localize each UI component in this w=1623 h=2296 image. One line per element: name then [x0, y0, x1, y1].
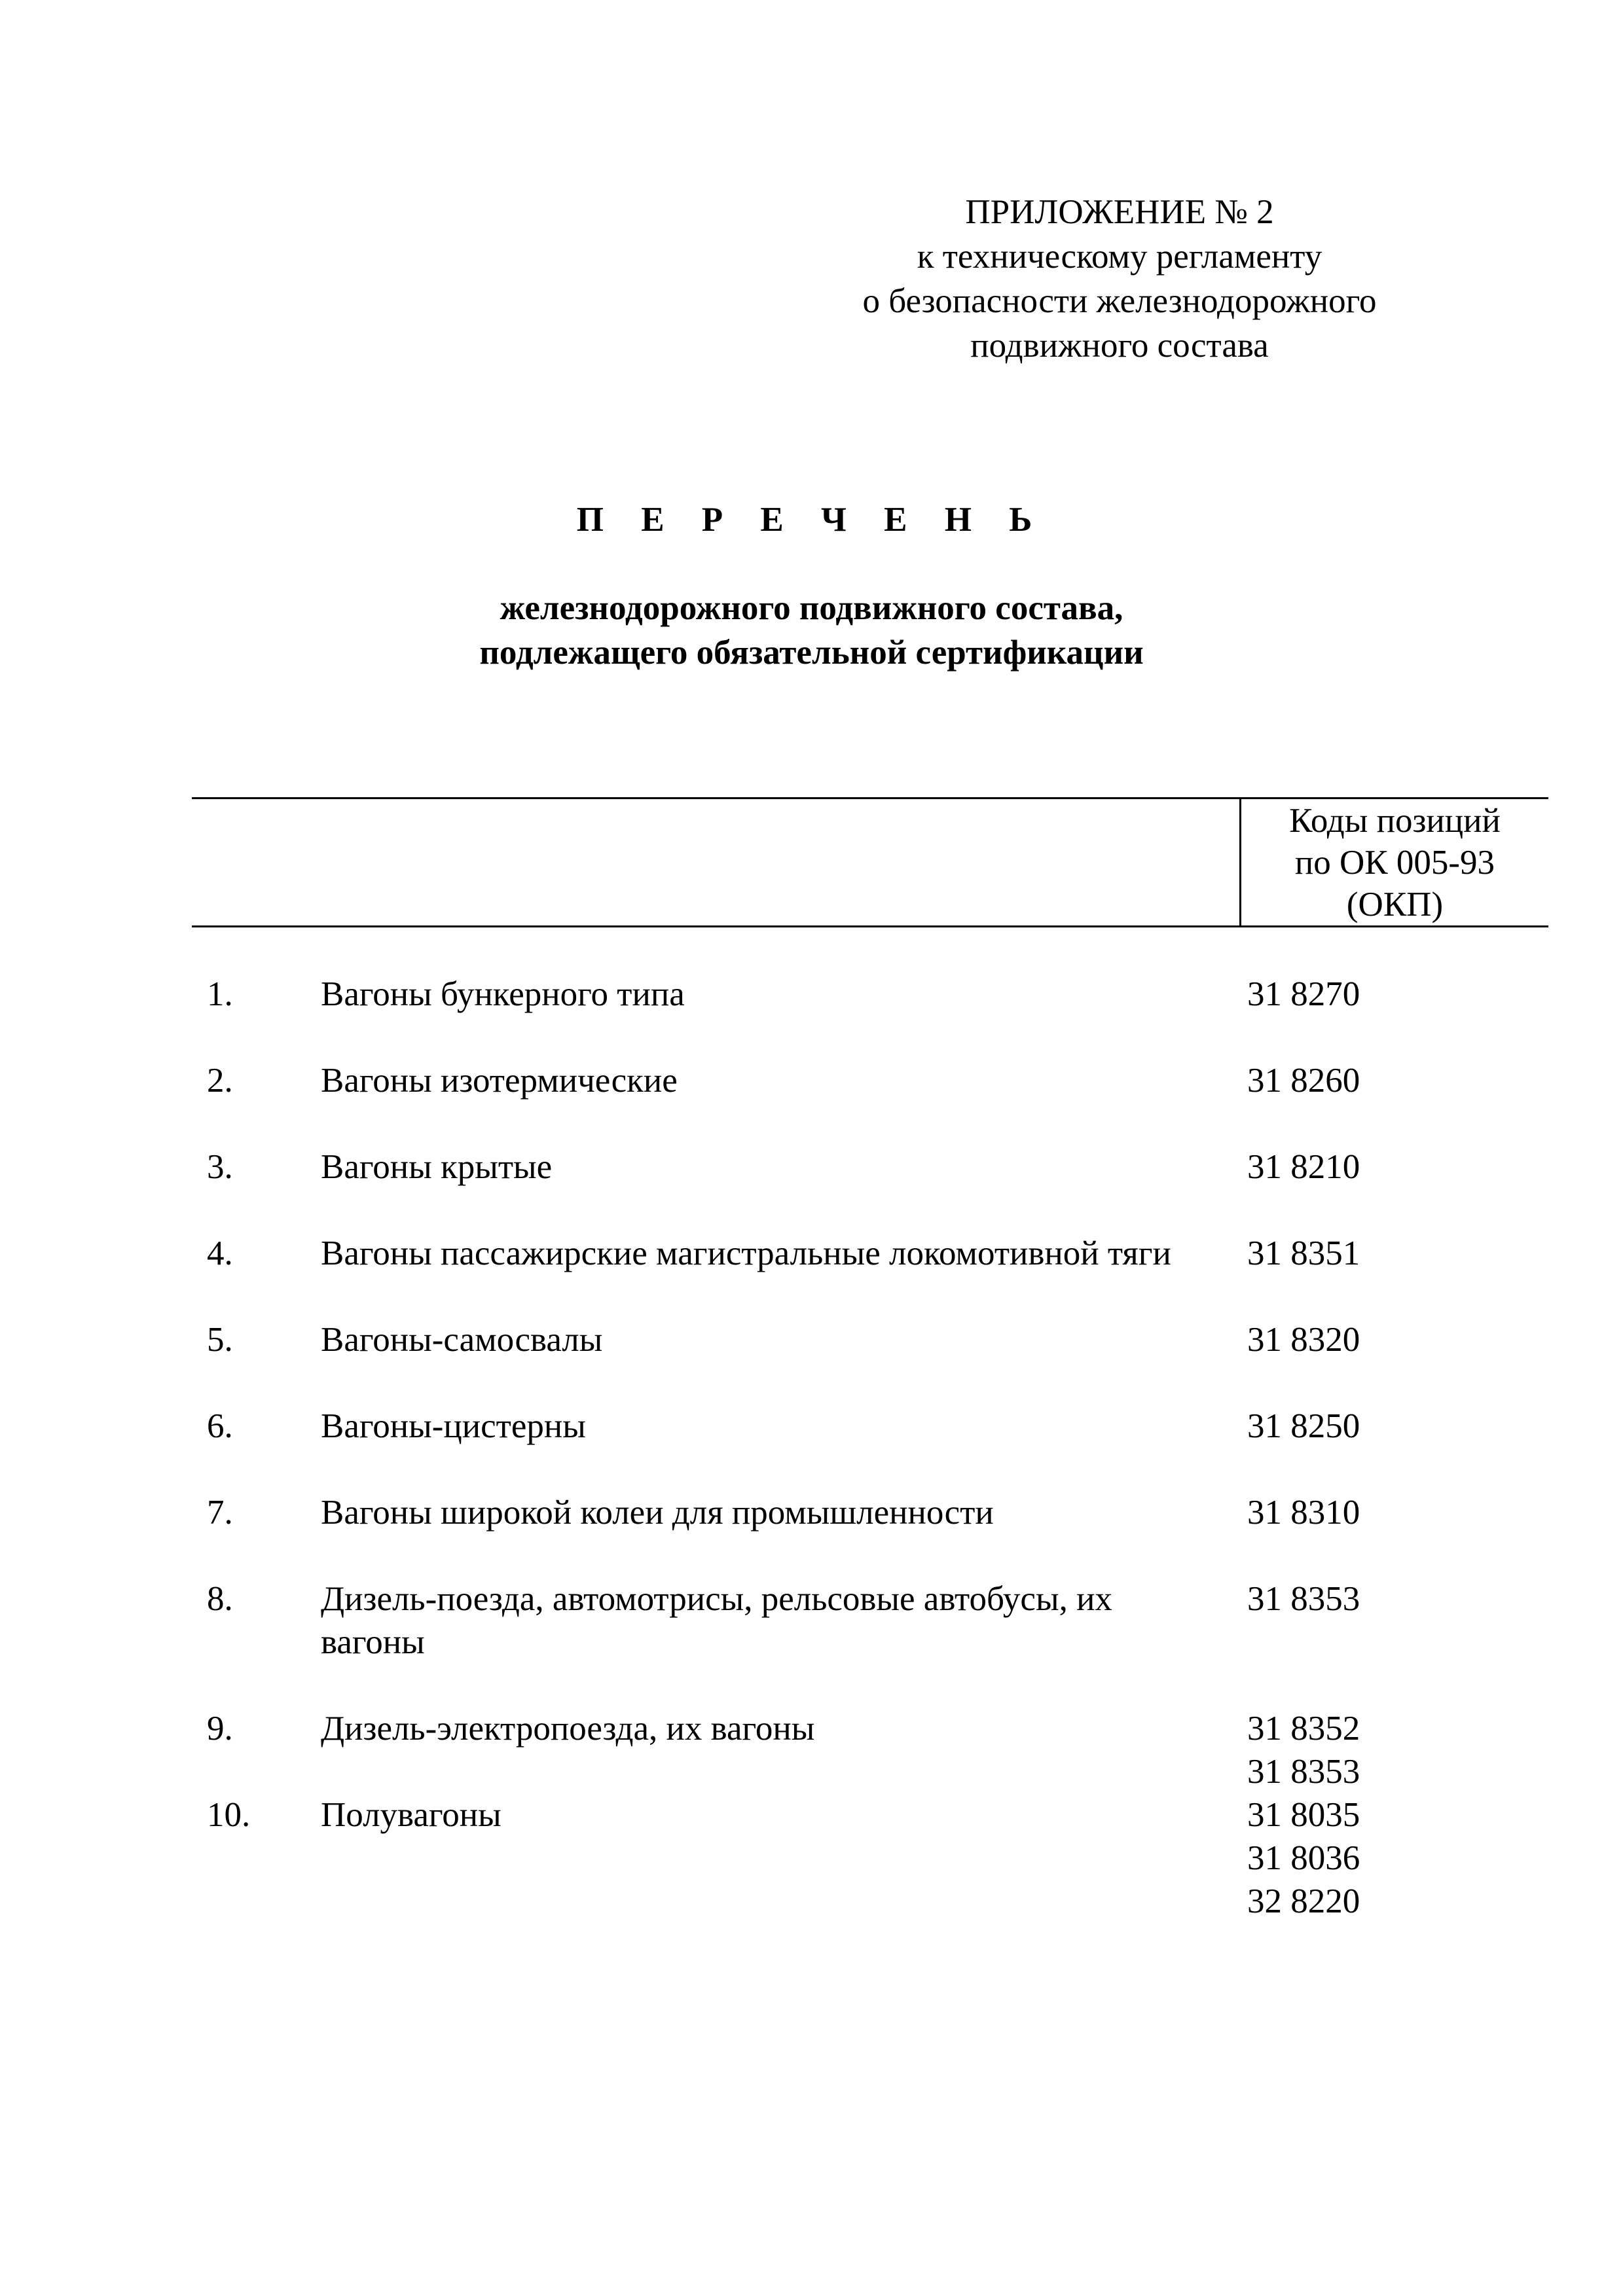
- subtitle-line: подлежащего обязательной сертификации: [479, 634, 1144, 672]
- row-number: 10.: [207, 1796, 251, 1834]
- row-number: 4.: [207, 1234, 233, 1272]
- row-codes: [1247, 1232, 1360, 1275]
- row-name: Вагоны-цистерны: [321, 1407, 586, 1445]
- table-top-rule: [192, 797, 1548, 799]
- table-row: [0, 973, 1623, 1016]
- row-name: Вагоны широкой колеи для промышленности: [321, 1494, 994, 1532]
- table-row: [0, 1145, 1623, 1189]
- row-codes: [1247, 973, 1360, 1016]
- row-code: 31 8310: [1247, 1494, 1360, 1532]
- codes-header-line: (ОКП): [1346, 886, 1444, 924]
- row-codes: [1247, 1793, 1360, 1923]
- table-row: [0, 1232, 1623, 1275]
- document-subtitle: [0, 586, 1623, 675]
- table-header-rule: [192, 925, 1548, 927]
- row-name: Вагоны-самосвалы: [321, 1321, 603, 1359]
- row-codes: [1247, 1491, 1360, 1534]
- row-code: 31 8353: [1247, 1580, 1360, 1618]
- row-code: 31 8260: [1247, 1062, 1360, 1100]
- row-codes: [1247, 1059, 1360, 1102]
- row-code: 31 8035: [1247, 1796, 1360, 1834]
- appendix-line: подвижного состава: [970, 327, 1269, 365]
- row-codes: [1247, 1318, 1360, 1361]
- appendix-line: о безопасности железнодорожного: [862, 282, 1377, 320]
- document-title: П Е Р Е Ч Е Н Ь: [576, 501, 1047, 539]
- table-row: [0, 1707, 1623, 1791]
- table-row: [0, 1059, 1623, 1102]
- row-codes: [1247, 1577, 1360, 1621]
- row-number: 9.: [207, 1710, 233, 1748]
- row-codes: [1247, 1145, 1360, 1189]
- table-row: [0, 1793, 1623, 1920]
- row-number: 7.: [207, 1494, 233, 1532]
- row-code: 31 8036: [1247, 1839, 1360, 1877]
- row-name: Полувагоны: [321, 1796, 501, 1834]
- row-number: 3.: [207, 1148, 233, 1186]
- row-code: 31 8353: [1247, 1753, 1360, 1791]
- row-code: 31 8320: [1247, 1321, 1360, 1359]
- row-name: Вагоны крытые: [321, 1148, 553, 1186]
- row-name: Дизель-электропоезда, их вагоны: [321, 1710, 815, 1748]
- appendix-line: к техническому регламенту: [917, 238, 1322, 276]
- row-code: 31 8351: [1247, 1234, 1360, 1272]
- table-row: [0, 1577, 1623, 1664]
- table-body: [0, 973, 1623, 1920]
- row-code: 31 8352: [1247, 1710, 1360, 1748]
- table-row: [0, 1491, 1623, 1534]
- appendix-header: [812, 190, 1427, 368]
- row-name: Вагоны изотермические: [321, 1062, 678, 1100]
- codes-header-line: по ОК 005-93: [1294, 844, 1495, 882]
- row-number: 1.: [207, 975, 233, 1013]
- codes-column-header: [1241, 800, 1548, 925]
- row-code: 31 8210: [1247, 1148, 1360, 1186]
- subtitle-line: железнодорожного подвижного состава,: [500, 589, 1123, 627]
- row-name: Дизель-поезда, автомотрисы, рельсовые автобусы, их вагоны: [321, 1580, 1112, 1661]
- row-number: 5.: [207, 1321, 233, 1359]
- row-name: Вагоны бункерного типа: [321, 975, 685, 1013]
- row-name: Вагоны пассажирские магистральные локомотивной тяги: [321, 1234, 1171, 1272]
- table-row: [0, 1318, 1623, 1361]
- row-number: 2.: [207, 1062, 233, 1100]
- row-code: 31 8270: [1247, 975, 1360, 1013]
- row-codes: [1247, 1707, 1360, 1793]
- row-number: 6.: [207, 1407, 233, 1445]
- row-code: 31 8250: [1247, 1407, 1360, 1445]
- row-number: 8.: [207, 1580, 233, 1618]
- table-row: [0, 1405, 1623, 1448]
- row-code: 32 8220: [1247, 1882, 1360, 1920]
- codes-header-line: Коды позиций: [1289, 802, 1501, 840]
- appendix-number: ПРИЛОЖЕНИЕ № 2: [965, 193, 1274, 231]
- row-codes: [1247, 1405, 1360, 1448]
